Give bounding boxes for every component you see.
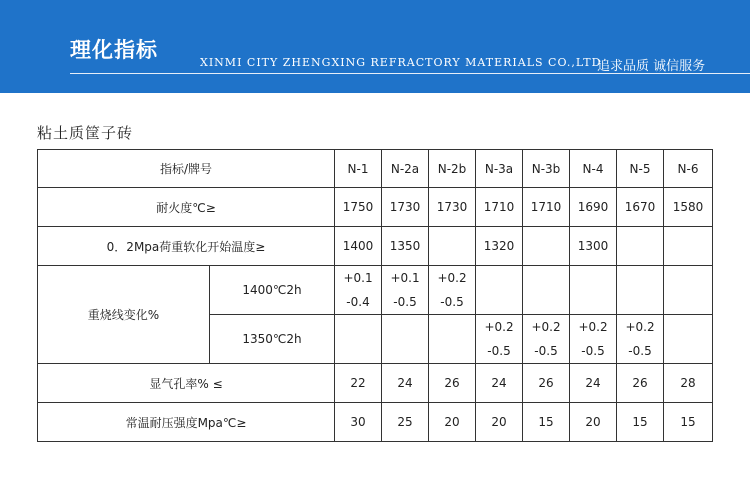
table-cell [476, 266, 523, 315]
table-cell: 22 [335, 364, 382, 403]
table-cell [617, 266, 664, 315]
table-cell: 24 [382, 364, 429, 403]
table-cell: 1400 [335, 227, 382, 266]
table-cell: 15 [617, 403, 664, 442]
table-cell: 1320 [476, 227, 523, 266]
table-cell [523, 266, 570, 315]
grade-header: N-5 [617, 150, 664, 188]
table-header-row [38, 150, 713, 188]
company-name: XINMI CITY ZHENGXING REFRACTORY MATERIALS CO.,LTD [200, 56, 602, 69]
grade-header: N-3a [476, 150, 523, 188]
table-cell: 1690 [570, 188, 617, 227]
row-label-load-softening: 0．2Mpa荷重软化开始温度≥ [38, 227, 335, 266]
table-row [38, 227, 713, 266]
table-row [38, 364, 713, 403]
condition-label: 1400℃2h [210, 266, 335, 315]
table-cell: 15 [664, 403, 713, 442]
table-cell: 20 [570, 403, 617, 442]
table-cell: 1710 [523, 188, 570, 227]
table-cell: +0.2 -0.5 [523, 315, 570, 364]
grade-header: N-3b [523, 150, 570, 188]
table-cell: 1580 [664, 188, 713, 227]
table-row [38, 188, 713, 227]
table-cell: +0.2 -0.5 [570, 315, 617, 364]
table-cell: 1730 [429, 188, 476, 227]
condition-label: 1350℃2h [210, 315, 335, 364]
table-cell [664, 266, 713, 315]
index-label: 指标/牌号 [38, 150, 335, 188]
table-cell: 1670 [617, 188, 664, 227]
grade-header: N-2a [382, 150, 429, 188]
table-cell [523, 227, 570, 266]
row-label-linear-change: 重烧线变化% [38, 266, 210, 364]
table-cell: 20 [429, 403, 476, 442]
spec-table [37, 149, 713, 442]
table-cell: 1730 [382, 188, 429, 227]
table-cell: +0.2 -0.5 [476, 315, 523, 364]
grade-header: N-4 [570, 150, 617, 188]
table-cell: 1350 [382, 227, 429, 266]
row-label-refractoriness: 耐火度℃≥ [38, 188, 335, 227]
table-cell [429, 315, 476, 364]
table-cell: 25 [382, 403, 429, 442]
table-cell: +0.2 -0.5 [429, 266, 476, 315]
table-cell: 26 [617, 364, 664, 403]
table-cell: +0.1 -0.5 [382, 266, 429, 315]
company-slogan: 追求品质 诚信服务 [597, 59, 706, 74]
banner-title: 理化指标 [70, 38, 158, 62]
table-cell: +0.2 -0.5 [617, 315, 664, 364]
table-cell [617, 227, 664, 266]
table-cell: +0.1 -0.4 [335, 266, 382, 315]
table-cell: 20 [476, 403, 523, 442]
table-cell [664, 227, 713, 266]
row-label-porosity: 显气孔率% ≤ [38, 364, 335, 403]
table-cell: 28 [664, 364, 713, 403]
grade-header: N-1 [335, 150, 382, 188]
table-cell: 1300 [570, 227, 617, 266]
table-cell [382, 315, 429, 364]
product-title: 粘土质筐子砖 [37, 124, 134, 142]
table-row [38, 266, 713, 315]
row-label-crushing-strength: 常温耐压强度Mpa℃≥ [38, 403, 335, 442]
table-cell: 26 [523, 364, 570, 403]
table-row [38, 403, 713, 442]
table-cell: 24 [476, 364, 523, 403]
header-banner [0, 0, 750, 93]
grade-header: N-2b [429, 150, 476, 188]
table-cell: 30 [335, 403, 382, 442]
table-cell [429, 227, 476, 266]
table-cell [664, 315, 713, 364]
grade-header: N-6 [664, 150, 713, 188]
table-cell: 1710 [476, 188, 523, 227]
table-cell: 24 [570, 364, 617, 403]
table-cell: 26 [429, 364, 476, 403]
table-cell: 15 [523, 403, 570, 442]
table-cell [570, 266, 617, 315]
table-cell: 1750 [335, 188, 382, 227]
table-cell [335, 315, 382, 364]
